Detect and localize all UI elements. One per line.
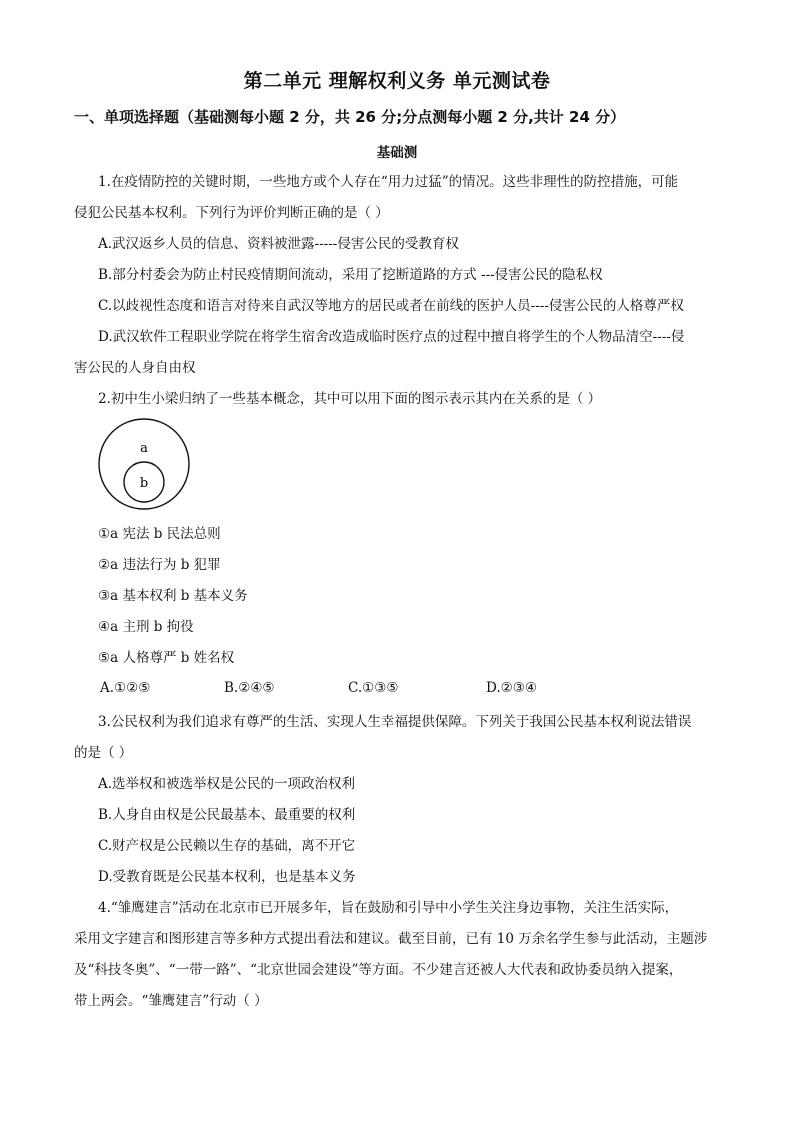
q3-option-b: B.人身自由权是公民最基本、最重要的权利	[98, 807, 356, 823]
q1-option-a: A.武汉返乡人员的信息、资料被泄露-----侵害公民的受教育权	[98, 236, 459, 252]
q1-stem-line-1: 1.在疫情防控的关键时期，一些地方或个人存在“用力过猛”的情况。这些非理性的防控措施，可能	[98, 174, 679, 190]
q2-option-b: B.②④⑤	[224, 680, 275, 696]
q2-item-5: ⑤a 人格尊严 b 姓名权	[98, 650, 235, 666]
outer-circle-a	[99, 419, 189, 509]
q1-stem-line-2: 侵犯公民基本权利。下列行为评价判断正确的是（ ）	[74, 205, 389, 221]
inner-circle-label: b	[139, 476, 149, 491]
q4-line-2: 采用文字建言和图形建言等多种方式提出看法和建议。截至目前，已有 10 万余名学生参与此活动，主题涉	[74, 931, 708, 947]
q4-line-1: 4.“雏鹰建言”活动在北京市已开展多年，旨在鼓励和引导中小学生关注身边事物，关注生活实际，	[98, 900, 679, 916]
q4-line-3: 及“科技冬奥”、“一带一路”、“北京世园会建设”等方面。不少建言还被人大代表和政协委员纳入提案，	[74, 962, 683, 978]
q1-option-b: B.部分村委会为防止村民疫情期间流动，采用了挖断道路的方式 ---侵害公民的隐私权	[98, 267, 603, 283]
q1-option-d-line-1: D.武汉软件工程职业学院在将学生宿舍改造成临时医疗点的过程中擅自将学生的个人物品清空----侵	[98, 329, 685, 345]
page-title: 第二单元 理解权利义务 单元测试卷	[243, 70, 551, 92]
q2-item-3: ③a 基本权利 b 基本义务	[98, 588, 248, 604]
q2-item-2: ②a 违法行为 b 犯罪	[98, 557, 221, 573]
q3-option-d: D.受教育既是公民基本权利，也是基本义务	[98, 869, 356, 885]
q4-line-4: 带上两会。“雏鹰建言”行动（ ）	[74, 993, 268, 1009]
q2-option-a: A.①②⑤	[100, 680, 151, 696]
q3-stem-line-1: 3.公民权利为我们追求有尊严的生活、实现人生幸福提供保障。下列关于我国公民基本权利说法错误	[98, 714, 692, 730]
q3-option-c: C.财产权是公民赖以生存的基础，离不开它	[98, 838, 356, 854]
q3-option-a: A.选举权和被选举权是公民的一项政治权利	[98, 776, 356, 792]
subsection-heading: 基础测	[376, 145, 418, 161]
q2-item-4: ④a 主刑 b 拘役	[98, 619, 194, 635]
section-heading: 一、单项选择题（基础测每小题 2 分，共 26 分;分点测每小题 2 分,共计 24 分）	[74, 108, 626, 126]
q2-stem: 2.初中生小梁归纳了一些基本概念，其中可以用下面的图示表示其内在关系的是（ ）	[98, 391, 602, 407]
q2-option-c: C.①③⑤	[348, 680, 399, 696]
q2-option-d: D.②③④	[486, 680, 537, 696]
outer-circle-label: a	[140, 441, 148, 456]
q2-item-1: ①a 宪法 b 民法总则	[98, 526, 221, 542]
nested-circles-diagram	[96, 416, 196, 516]
q3-stem-line-2: 的是（ ）	[74, 745, 133, 761]
q1-option-d-line-2: 害公民的人身自由权	[74, 360, 196, 376]
q1-option-c: C.以歧视性态度和语言对待来自武汉等地方的居民或者在前线的医护人员----侵害公民的人格尊严权	[98, 298, 684, 314]
